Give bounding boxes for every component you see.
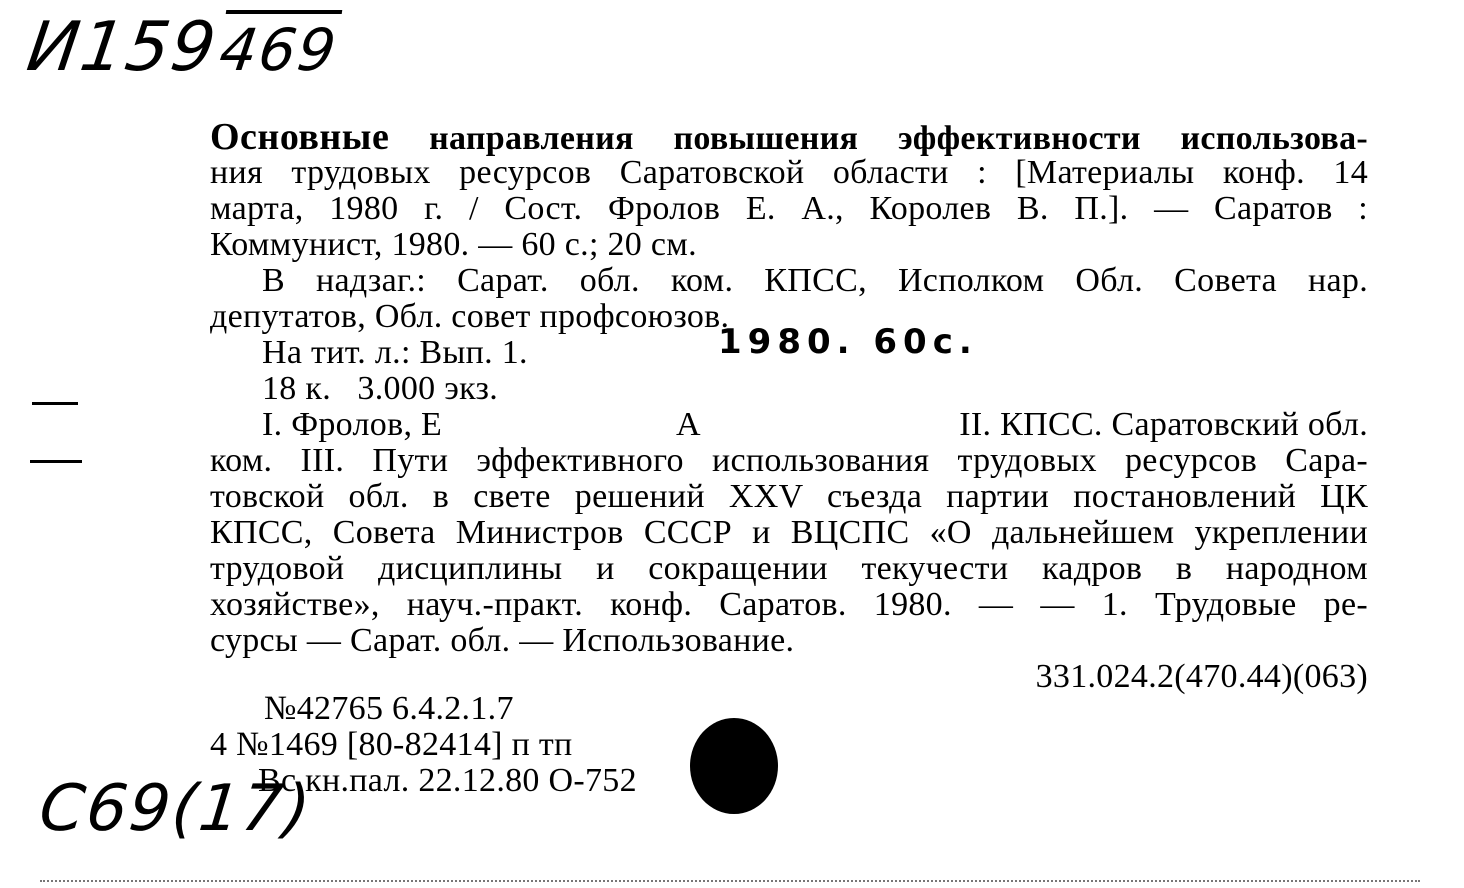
added-entry-line-4: КПСС, Совета Министров СССР и ВЦСПС «О дальнейшем укреплении xyxy=(210,514,1368,551)
footer-line-3: Вс.кн.пал. 22.12.80 О-752 xyxy=(258,762,637,799)
price-run: 18 к. 3.000 экз. xyxy=(262,370,499,407)
margin-dash xyxy=(30,460,82,463)
title-page-note: На тит. л.: Вып. 1. xyxy=(262,334,528,371)
added-entry-line-7: сурсы — Сарат. обл. — Использование. xyxy=(210,622,795,659)
footer-line-1: №42765 6.4.2.1.7 xyxy=(264,690,514,727)
handwritten-call-number xyxy=(22,8,342,87)
added-entry-line-3: товской обл. в свете решений XXV съезда партии постановлений ЦК xyxy=(210,478,1368,515)
note-line-1: В надзаг.: Сарат. обл. ком. КПСС, Исполком Обл. Совета нар. xyxy=(262,262,1368,299)
added-entry-line-2: ком. III. Пути эффективного использования трудовых ресурсов Сара- xyxy=(210,442,1368,479)
entry-line-1-rest: направления повышения эффективности использова- xyxy=(429,120,1368,157)
entry-line-1 xyxy=(210,118,1368,158)
margin-dash xyxy=(32,402,78,405)
note-line-2: депутатов, Обл. совет профсоюзов. xyxy=(210,298,730,335)
handwritten-date-note: 1980. 60с. xyxy=(718,322,978,362)
added-entry-1-initial: А xyxy=(676,406,701,443)
entry-line-2: ния трудовых ресурсов Саратовской области : [Материалы конф. 14 xyxy=(210,154,1368,191)
bottom-dotted-edge xyxy=(40,880,1420,882)
handwritten-shelf-mark: С69(17) xyxy=(36,772,316,846)
added-entry-2: II. КПСС. Саратовский обл. xyxy=(959,406,1368,443)
added-entry-line-5: трудовой дисциплины и сокращении текучести кадров в народном xyxy=(210,550,1368,587)
entry-first-word: Основные xyxy=(210,116,390,158)
added-entry-line-6: хозяйстве», науч.-практ. конф. Саратов. 1980. — — 1. Трудовые ре- xyxy=(210,586,1368,623)
added-entry-1: I. Фролов, Е xyxy=(262,406,443,443)
handwritten-call-number-sub: 469 xyxy=(216,10,343,84)
entry-line-3: марта, 1980 г. / Сост. Фролов Е. А., Королев В. П.]. — Саратов : xyxy=(210,190,1368,227)
punch-hole xyxy=(690,718,778,814)
handwritten-call-number-main: И159 xyxy=(22,8,223,87)
udc-code: 331.024.2(470.44)(063) xyxy=(1035,658,1368,695)
entry-line-4: Коммунист, 1980. — 60 с.; 20 см. xyxy=(210,226,697,263)
footer-line-2: 4 №1469 [80-82414] п тп xyxy=(210,726,573,763)
